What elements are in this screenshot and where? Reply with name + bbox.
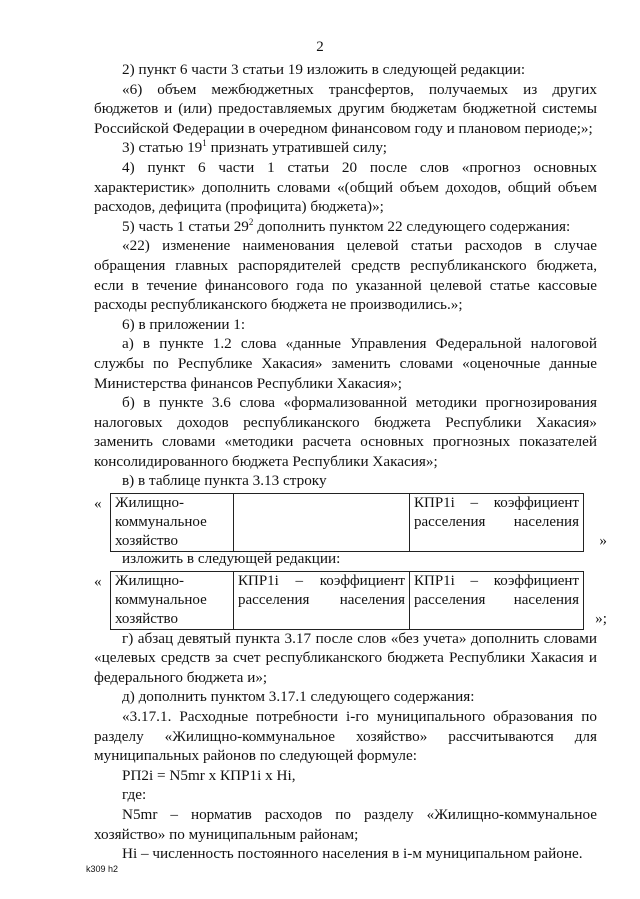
table-cell-coefficient — [234, 571, 410, 629]
cell-text: КПР1i – коэффициент расселения населения — [238, 572, 405, 608]
definition-hi: Hi – численность постоянного населения в i-м муниципальном районе. — [122, 845, 583, 863]
superscript: 2 — [248, 216, 254, 227]
table-cell-coefficient — [410, 494, 584, 552]
paragraph-quote-22: «22) изменение наименования целевой статьи расходов в случае обращения главных распорядителей средств республиканского бюджета, если в течение финансового года по указанной целевой статье кассовые расходы республиканского бюджета не производились.»; — [94, 237, 597, 314]
table-cell-sector — [111, 571, 234, 629]
table-cell-sector — [111, 494, 234, 552]
paragraph-item-3-tail: признать утратившей силу; — [206, 139, 387, 157]
where-label: где: — [122, 786, 147, 804]
document-body — [94, 60, 607, 864]
paragraph-sub-d: д) дополнить пунктом 3.17.1 следующего содержания: — [122, 688, 475, 706]
paragraph-item-5-text: 5) часть 1 статьи 29 — [122, 217, 249, 235]
paragraph-sub-g: г) абзац девятый пункта 3.17 после слов «без учета» дополнить словами «целевых средств за счет республиканского бюджета Республики Хакасия и федерального бюджета и»; — [94, 629, 597, 686]
table-cell-coefficient — [410, 571, 584, 629]
paragraph-new-version: изложить в следующей редакции: — [122, 550, 341, 568]
paragraph-item-2: 2) пункт 6 части 3 статьи 19 изложить в следующей редакции: — [122, 61, 526, 78]
table-cell-empty — [234, 494, 410, 552]
table-old-row-wrap — [94, 493, 607, 550]
table-row — [111, 494, 584, 552]
paragraph-item-3 — [94, 138, 597, 158]
formula: РП2i = N5mr x КПР1i x Hi, — [122, 766, 296, 784]
paragraph-item-4: 4) пункт 6 части 1 статьи 20 после слов «прогноз основных характеристик» дополнить словами «(общий объем доходов, общий объем расходов, дефицита (профицита) бюджета)»; — [94, 158, 597, 216]
paragraph-item-5-tail: дополнить пунктом 22 следующего содержания: — [253, 217, 571, 235]
paragraph-item-5 — [94, 217, 597, 237]
paragraph-sub-v: в) в таблице пункта 3.13 строку — [122, 472, 327, 490]
paragraph-quote-6: «6) объем межбюджетных трансфертов, получаемых из других бюджетов и (или) предоставляемых другим бюджетам бюджетной системы Российской Федерации в очередном финансовом году и плановом периоде;»; — [94, 80, 597, 137]
cell-line: Жилищно- — [115, 572, 185, 589]
cell-line: хозяйство — [115, 610, 178, 627]
cell-line: коммунальное — [115, 591, 207, 608]
superscript: 1 — [202, 138, 207, 149]
cell-line: Жилищно- — [115, 495, 185, 512]
cell-line: коммунальное — [115, 514, 207, 531]
close-quote: »; — [595, 609, 607, 627]
paragraph-item-6: 6) в приложении 1: — [122, 315, 246, 333]
table-new-row — [110, 571, 584, 630]
cell-line: хозяйство — [115, 533, 178, 550]
paragraph-sub-a: а) в пункте 1.2 слова «данные Управления Федеральной налоговой службы по Республике Хакасия» заменить словами «оценочные данные Министерства финансов Республики Хакасия»; — [94, 335, 597, 392]
table-new-row-wrap — [94, 571, 607, 629]
cell-text: КПР1i – коэффициент расселения населения — [414, 495, 579, 531]
paragraph-sub-b: б) в пункте 3.6 слова «формализованной методики прогнозирования налоговых доходов республиканского бюджета Республики Хакасия» заменить словами «методики расчета основных прогнозных показателей консолидированного бюджета Республики Хакасия»; — [94, 394, 597, 470]
table-old-row — [110, 493, 584, 552]
open-quote: « — [94, 572, 102, 590]
footer-code: k309 h2 — [86, 864, 119, 874]
close-quote: » — [599, 532, 607, 550]
definition-n5mr: N5mr – норматив расходов по разделу «Жилищно-коммунальное хозяйство» по муниципальным районам; — [94, 806, 597, 843]
paragraph-3-17-1: «3.17.1. Расходные потребности i-го муниципального образования по разделу «Жилищно-коммунальное хозяйство» рассчитываются для муниципальных районов по следующей формуле: — [94, 708, 597, 765]
table-row — [111, 571, 584, 629]
paragraph-item-3-text: 3) статью 19 — [122, 139, 203, 157]
cell-text: КПР1i – коэффициент расселения населения — [414, 572, 579, 608]
open-quote: « — [94, 495, 102, 513]
page-number: 2 — [316, 39, 324, 55]
